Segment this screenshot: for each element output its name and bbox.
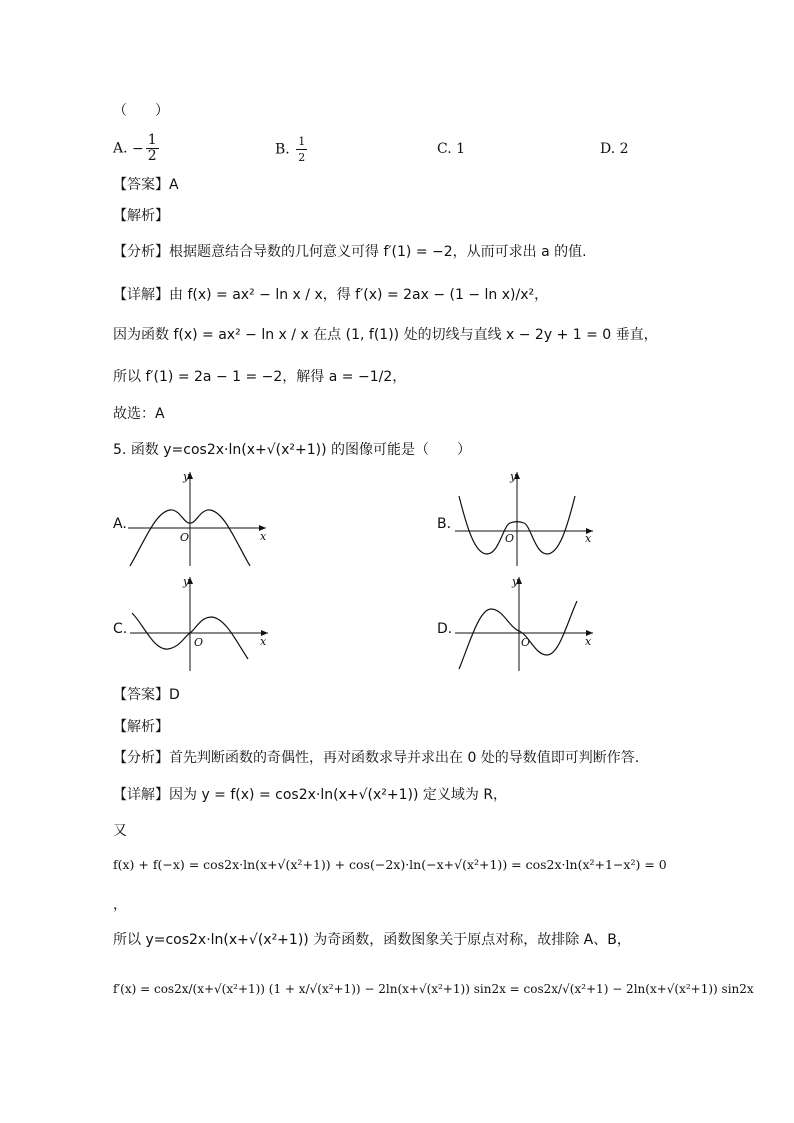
option-label: C. [437,141,452,157]
q5-analysis-head: 【解析】 [113,719,169,735]
axis-y-label: y [183,575,190,588]
q4-option-a: A. − $\frac{1}{2}$ [113,132,157,164]
graph-c [130,573,270,673]
q4-option-c [437,141,465,157]
axis-y-label: y [512,575,519,588]
graph-b [455,468,595,568]
axis-x-label: x [260,530,267,543]
q4-option-b: B. $\frac{1}{2}$ [275,135,306,164]
q4-line3: 所以 f′(1) = 2a − 1 = −2，解得 a = −1/2， [113,369,407,385]
option-label: D. [600,141,616,157]
option-value: 1 [456,141,466,157]
origin-label: O [194,636,204,649]
q4-line2: 因为函数 f(x) = ax² − ln x / x 在点 (1, f(1)) 处的切线与直线 x − 2y + 1 = 0 垂直， [113,327,658,343]
origin-label: O [505,532,515,545]
q4-conclusion: 故选：A [113,406,165,422]
q5-you: 又 [113,823,127,839]
option-value: 2 [619,141,629,157]
origin-label: O [521,636,531,649]
graph-b-label: B. [437,516,452,532]
origin-label: O [180,531,190,544]
q5-sum-line: f(x) + f(−x) = cos2x·ln(x+√(x²+1)) + cos(−2x)·ln(−x+√(x²+1)) = cos2x·ln(x²+1−x²) = 0 [113,857,667,872]
option-label: B. [275,141,290,158]
q4-paren: （ ） [113,103,169,119]
axis-x-label: x [260,635,267,648]
q4-fenxi: 【分析】根据题意结合导数的几何意义可得 f′(1) = −2，从而可求出 a 的值. [113,244,587,260]
q5-answer: 【答案】D [113,687,180,703]
graph-d [455,573,595,673]
graph-c-label: C. [113,621,128,637]
graph-a-label: A. [113,516,127,532]
question-number: 5. [113,442,127,458]
q5-deriv-line: f′(x) = cos2x/(x+√(x²+1)) (1 + x/√(x²+1)) − 2ln(x+√(x²+1)) sin2x = cos2x/√(x²+1) − 2ln(x+√(x²+1)) sin2x [113,982,754,996]
axis-x-label: x [585,635,592,648]
q4-xiangjie: 【详解】由 f(x) = ax² − ln x / x，得 f′(x) = 2ax − (1 − ln x)/x²， [113,287,549,303]
axis-y-label: y [183,470,190,483]
q5-odd-line: 所以 y=cos2x·ln(x+√(x²+1)) 为奇函数，函数图象关于原点对称，故排除 A、B， [113,932,631,948]
q4-option-d [600,141,629,157]
q5-comma: ， [113,897,127,913]
q5-fenxi: 【分析】首先判断函数的奇偶性，再对函数求导并求出在 0 处的导数值即可判断作答. [113,750,640,766]
graph-a [128,468,268,568]
option-label: A. [113,140,128,157]
q4-answer: 【答案】A [113,177,179,193]
question-text: 函数 y=cos2x·ln(x+√(x²+1)) 的图像可能是（ ） [130,442,472,458]
q5-xiangjie: 【详解】因为 y = f(x) = cos2x·ln(x+√(x²+1)) 定义域为 R， [113,787,508,803]
axis-y-label: y [510,470,517,483]
q4-analysis-head: 【解析】 [113,208,169,224]
axis-x-label: x [585,532,592,545]
graph-d-label: D. [437,621,453,637]
q5-stem [113,441,471,459]
